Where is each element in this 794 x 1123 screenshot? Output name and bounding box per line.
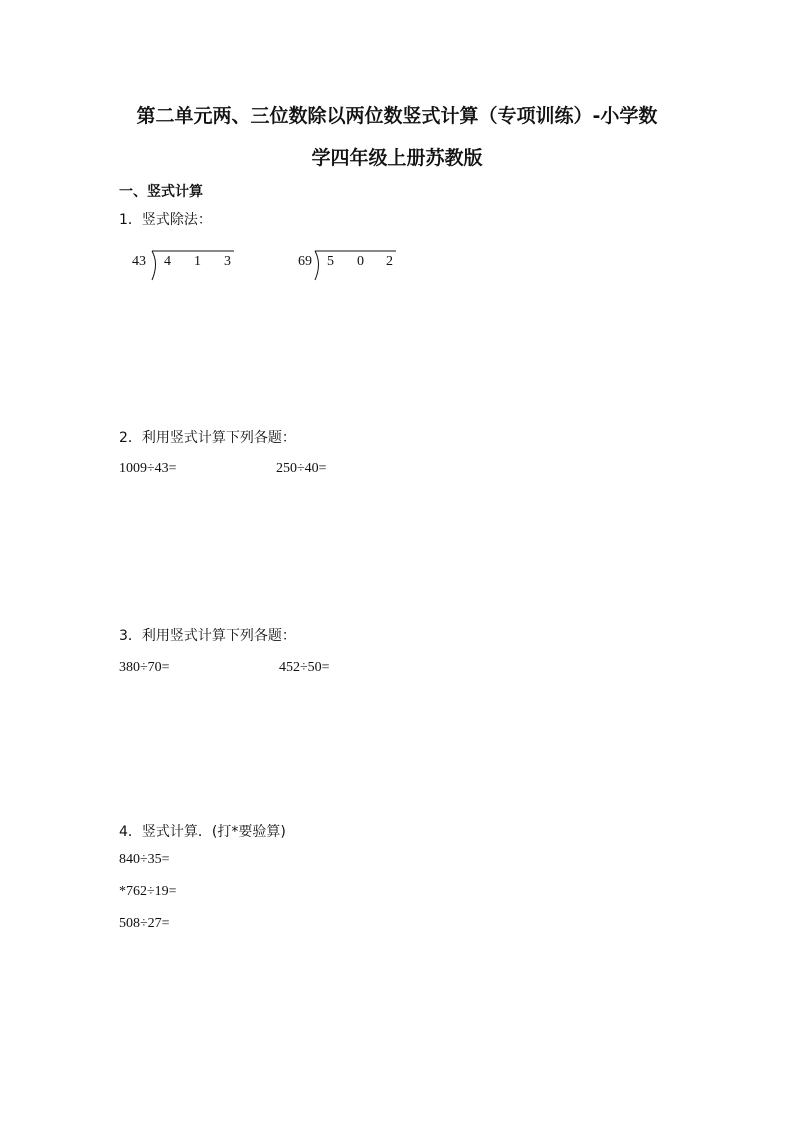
section-heading: 一、竖式计算 — [119, 184, 203, 200]
question-2-label: 2．利用竖式计算下列各题： — [119, 430, 296, 446]
dividend-digit: 2 — [386, 254, 393, 269]
expression-762-div-19: *762÷19= — [119, 884, 177, 899]
dividend-digit: 5 — [327, 254, 334, 269]
expression-452-div-50: 452÷50= — [279, 660, 330, 675]
expression-840-div-35: 840÷35= — [119, 852, 170, 867]
document-title-line-2: 学四年级上册苏教版 — [311, 147, 483, 169]
dividend-digit: 0 — [357, 254, 364, 269]
document-title-line-1: 第二单元两、三位数除以两位数竖式计算（专项训练）-小学数 — [136, 105, 658, 127]
question-1-label: 1．竖式除法： — [119, 212, 212, 228]
expression-508-div-27: 508÷27= — [119, 916, 170, 931]
long-division-2 — [298, 250, 408, 282]
long-division-1 — [132, 250, 242, 282]
expression-250-div-40: 250÷40= — [276, 461, 327, 476]
question-4-label: 4．竖式计算．(打*要验算) — [119, 824, 286, 840]
question-3-label: 3．利用竖式计算下列各题： — [119, 628, 296, 644]
expression-1009-div-43: 1009÷43= — [119, 461, 177, 476]
dividend-digit: 1 — [194, 254, 201, 269]
expression-380-div-70: 380÷70= — [119, 660, 170, 675]
dividend-digit: 4 — [164, 254, 171, 269]
dividend-digit: 3 — [224, 254, 231, 269]
divisor: 69 — [298, 254, 312, 269]
divisor: 43 — [132, 254, 146, 269]
